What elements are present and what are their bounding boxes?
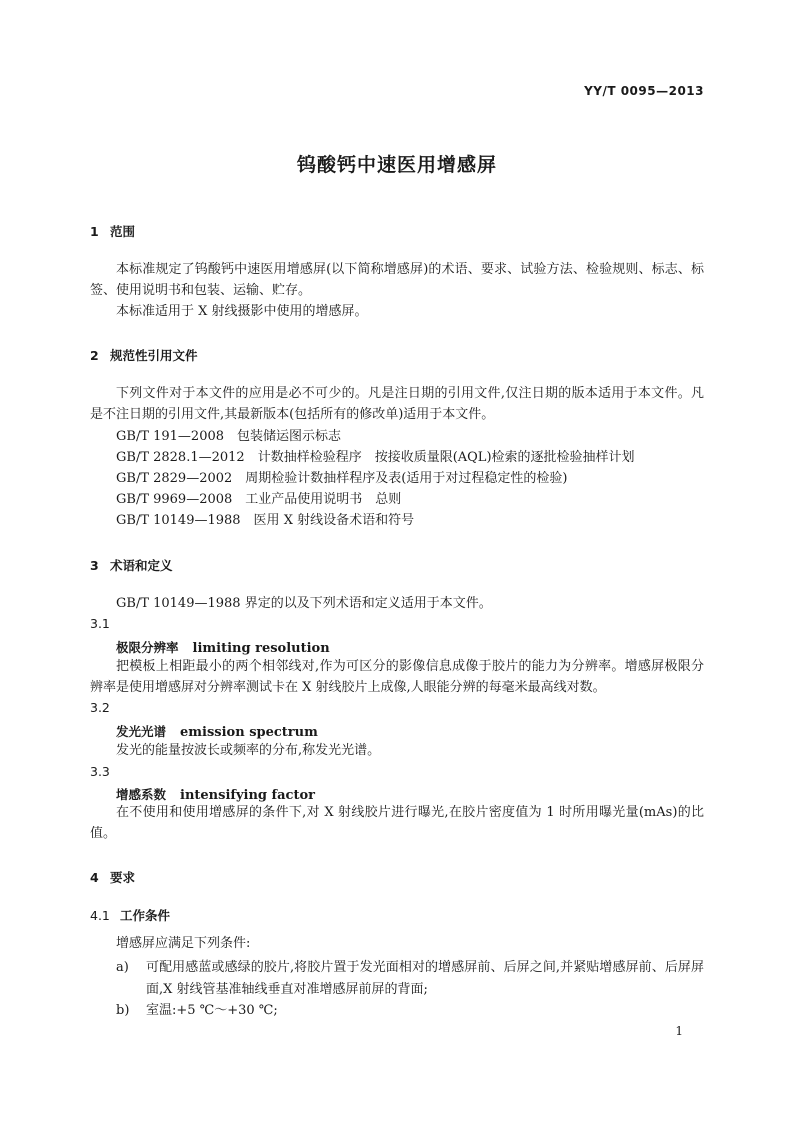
section-title: 规范性引用文件: [110, 348, 198, 363]
reference-item: GB/T 9969—2008 工业产品使用说明书 总则: [116, 492, 402, 507]
term-cn: 极限分辨率: [116, 640, 179, 655]
subsection-number: 4.1: [90, 908, 110, 923]
section-1-paragraph-1: 本标准规定了钨酸钙中速医用增感屏(以下简称增感屏)的术语、要求、试验方法、检验规则、标志、标签、使用说明书和包装、运输、贮存。: [90, 262, 704, 298]
term-definition: 发光的能量按波长或频率的分布,称发光光谱。: [116, 743, 381, 758]
list-item: [116, 957, 704, 1001]
subsection-title: 工作条件: [120, 908, 171, 923]
term-cn: 增感系数: [116, 787, 167, 802]
term-heading: [116, 722, 318, 740]
section-number: 4: [90, 870, 99, 885]
reference-item: GB/T 10149—1988 医用 X 射线设备术语和符号: [116, 513, 415, 528]
subsection-4-1-heading: [90, 906, 170, 924]
term-definition: 把模板上相距最小的两个相邻线对,作为可区分的影像信息成像于胶片的能力为分辨率。增感屏极限分辨率是使用增感屏对分辨率测试卡在 X 射线胶片上成像,人眼能分辨的每毫米最高线对数。: [90, 659, 704, 695]
document-title: 钨酸钙中速医用增感屏: [296, 154, 497, 176]
term-number: 3.1: [90, 616, 110, 631]
section-number: 3: [90, 558, 99, 573]
list-item: [116, 1000, 704, 1022]
term-en: limiting resolution: [192, 641, 330, 656]
term-en: emission spectrum: [180, 725, 318, 740]
section-2-heading: [90, 346, 198, 364]
term-en: intensifying factor: [180, 788, 315, 803]
term-cn: 发光光谱: [116, 724, 167, 739]
subsection-intro: 增感屏应满足下列条件:: [116, 936, 251, 951]
section-1-heading: [90, 222, 135, 240]
reference-item: GB/T 2829—2002 周期检验计数抽样程序及表(适用于对过程稳定性的检验): [116, 471, 568, 486]
list-item-label: a): [116, 960, 129, 975]
section-title: 术语和定义: [110, 558, 173, 573]
reference-item: GB/T 191—2008 包装储运图示标志: [116, 429, 342, 444]
term-definition: 在不使用和使用增感屏的条件下,对 X 射线胶片进行曝光,在胶片密度值为 1 时所用曝光量(mAs)的比值。: [90, 805, 704, 841]
section-2-paragraph-1: 下列文件对于本文件的应用是必不可少的。凡是注日期的引用文件,仅注日期的版本适用于本文件。凡是不注日期的引用文件,其最新版本(包括所有的修改单)适用于本文件。: [90, 386, 704, 422]
list-item-label: b): [116, 1003, 130, 1018]
term-number: 3.2: [90, 700, 110, 715]
section-4-heading: [90, 868, 135, 886]
term-heading: [116, 785, 315, 803]
standard-number: YY/T 0095—2013: [584, 84, 704, 98]
term-heading: [116, 638, 330, 656]
page-number: 1: [675, 1024, 683, 1038]
section-1-paragraph-2: 本标准适用于 X 射线摄影中使用的增感屏。: [116, 304, 368, 319]
list-item-text: 室温:+5 ℃～+30 ℃;: [146, 1003, 278, 1018]
section-3-paragraph-1: GB/T 10149—1988 界定的以及下列术语和定义适用于本文件。: [116, 596, 492, 611]
section-3-heading: [90, 556, 173, 574]
section-number: 1: [90, 224, 99, 239]
term-number: 3.3: [90, 764, 110, 779]
section-number: 2: [90, 348, 99, 363]
section-title: 范围: [110, 224, 136, 239]
list-item-text: 可配用感蓝或感绿的胶片,将胶片置于发光面相对的增感屏前、后屏之间,并紧贴增感屏前、后屏屏面,X 射线管基准轴线垂直对准增感屏前屏的背面;: [146, 960, 704, 997]
reference-item: GB/T 2828.1—2012 计数抽样检验程序 按接收质量限(AQL)检索的逐批检验抽样计划: [116, 450, 635, 465]
section-title: 要求: [110, 870, 136, 885]
